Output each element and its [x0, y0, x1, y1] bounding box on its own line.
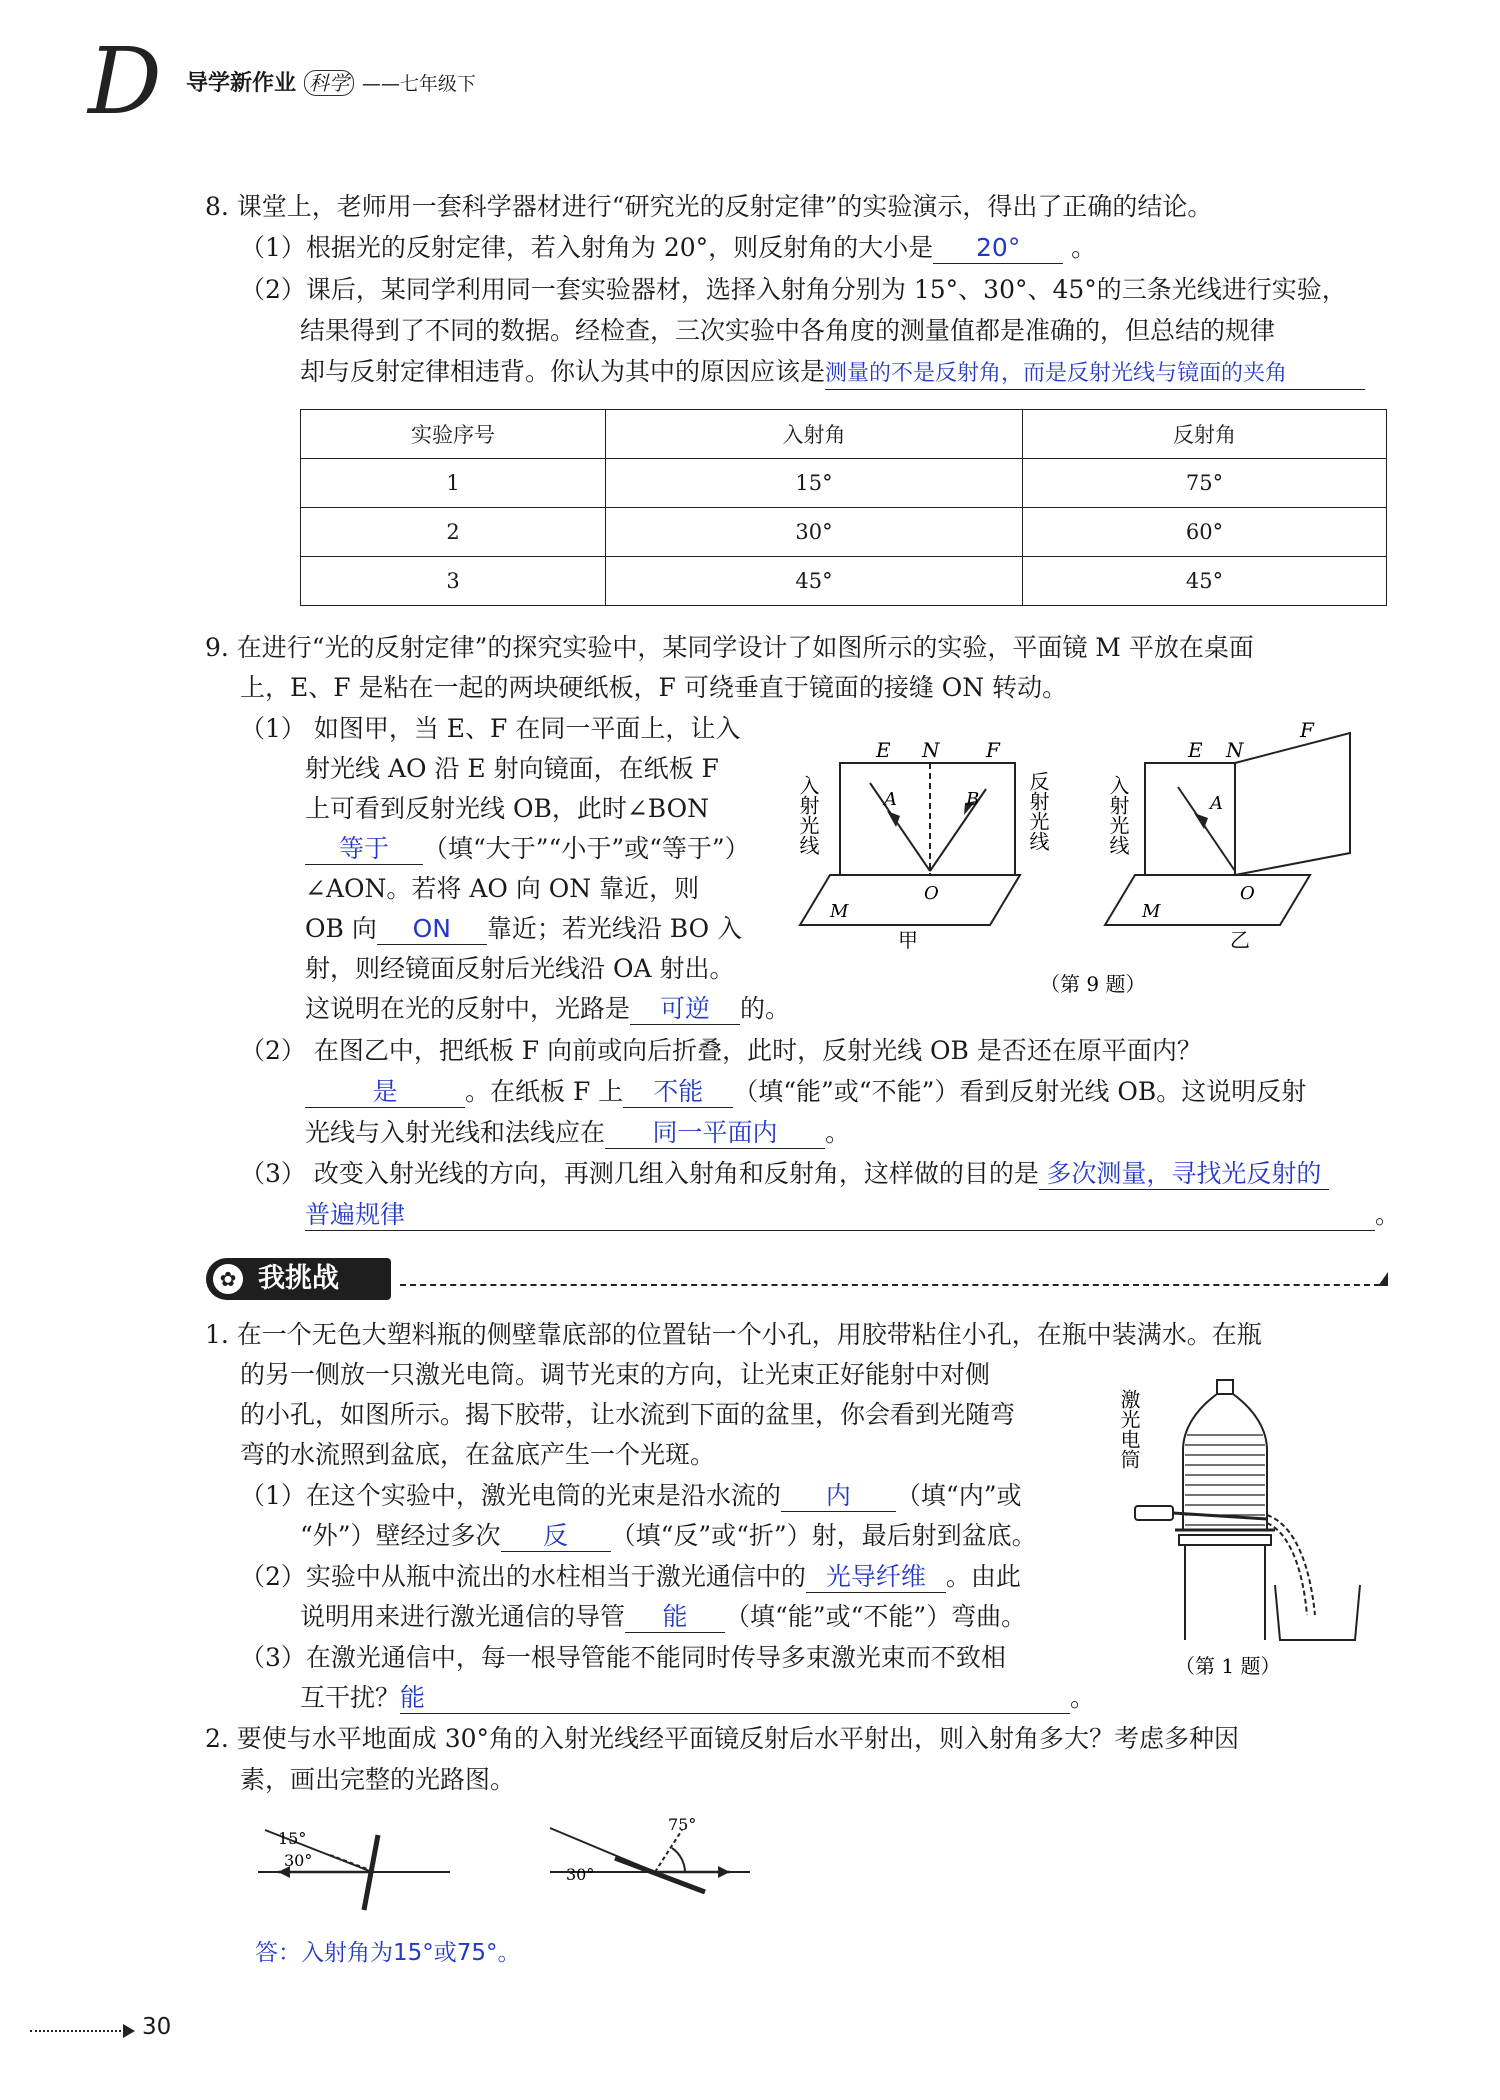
footer-arrowhead [123, 2024, 135, 2038]
challenge-q1-part3-answer: 能 [400, 1683, 426, 1712]
table-cell: 2 [301, 508, 606, 557]
q9-stem-line2: 上，E、F 是粘在一起的两块硬纸板，F 可绕垂直于镜面的接缝 ON 转动。 [240, 673, 1068, 702]
incident-ray-label: 入射光线 [796, 775, 820, 855]
challenge-q1-line2: 的另一侧放一只激光电筒。调节光束的方向，让光束正好能射中对侧 [240, 1360, 991, 1389]
reflected-ray-label: 反射光线 [1026, 771, 1050, 851]
figure-yi-label: 乙 [1230, 928, 1250, 952]
q8-part1-blank [933, 233, 1063, 264]
challenge-q1-part1-line2-after: （填“反”或“折”）射，最后射到盆底。 [610, 1521, 1037, 1550]
table-row [301, 557, 1387, 606]
q9-figure-caption: （第 9 题） [1040, 972, 1146, 996]
q9-part2-line3-before: 光线与入射光线和法线应在 [305, 1118, 606, 1147]
challenge-q1-part2-line2-before: 说明用来进行激光通信的导管 [300, 1602, 626, 1631]
fig-label-o: O [924, 883, 939, 904]
q9-part2-blank1 [305, 1077, 465, 1108]
challenge-q1-part3-line2 [300, 1681, 1095, 1715]
q9-stem-line1: 9. 在进行“光的反射定律”的探究实验中，某同学设计了如图所示的实验，平面镜 M 平放在桌面 [205, 633, 1254, 662]
q8-part1-text: （1）根据光的反射定律，若入射角为 20°，则反射角的大小是 [240, 233, 934, 262]
bottle-body [1183, 1394, 1267, 1530]
challenge-q1-part3-blank [400, 1683, 1070, 1714]
q9-part1-line4-text: （填“大于”“小于”或“等于”） [423, 834, 750, 863]
table-row [301, 508, 1387, 557]
challenge-q1-line3: 的小孔，如图所示。揭下胶带，让水流到下面的盆里，你会看到光随弯 [240, 1400, 1016, 1429]
footer-dotted-arrow [30, 2030, 125, 2032]
challenge-q1-part3-line1: （3）在激光通信中，每一根导管能不能同时传导多束激光束而不致相 [240, 1643, 1006, 1672]
challenge-q1-part1-answer1: 内 [825, 1481, 851, 1510]
table-cell: 1 [301, 459, 606, 508]
challenge-q1-figure-caption: （第 1 题） [1175, 1654, 1281, 1678]
q8-part1-end: 。 [1071, 233, 1097, 262]
table-row [301, 459, 1387, 508]
table-header-row [301, 410, 1387, 459]
angle-label: 30° [284, 1851, 313, 1870]
q9-part1-line2: 射光线 AO 沿 E 射向镜面，在纸板 F [305, 754, 719, 783]
normal-line [655, 1830, 682, 1872]
angle-label: 75° [668, 1815, 697, 1834]
challenge-q1-part1-blank2 [501, 1521, 611, 1552]
laser-flashlight [1135, 1506, 1173, 1520]
fig-label-o-yi: O [1240, 883, 1255, 904]
challenge-q1-part2-line1 [240, 1560, 1021, 1594]
q9-part1-line1: （1） 如图甲，当 E、F 在同一平面上，让入 [240, 714, 741, 743]
challenge-q1-line1: 1. 在一个无色大塑料瓶的侧壁靠底部的位置钻一个小孔，用胶带粘住小孔，在瓶中装满水。在瓶 [205, 1320, 1262, 1349]
q9-part2-blank2 [623, 1077, 733, 1108]
table-header: 实验序号 [301, 410, 606, 459]
incident-ray-yi [1178, 787, 1235, 871]
fig-label-m-yi: M [1142, 901, 1161, 922]
fig-label-f-yi: F [1300, 718, 1314, 742]
table-cell: 3 [301, 557, 606, 606]
table-cell: 75° [1023, 459, 1387, 508]
page-number: 30 [142, 2014, 172, 2040]
challenge-q2-answer: 答：入射角为15°或75°。 [255, 1940, 521, 1966]
fig-label-a-yi: A [1210, 793, 1223, 814]
challenge-q1-figure [1115, 1375, 1375, 1685]
challenge-q1-part1-after: （填“内”或 [895, 1481, 1022, 1510]
challenge-q1-part2-blank2 [625, 1602, 725, 1633]
challenge-banner [206, 1258, 391, 1300]
q9-part2-line3-after: 。 [825, 1118, 851, 1147]
mirror-plane-yi [1105, 875, 1310, 925]
table-cell: 45° [1023, 557, 1387, 606]
challenge-q1-part1-line1 [240, 1479, 1021, 1513]
fig-label-e: E [876, 738, 891, 762]
challenge-q1-part1-line2 [300, 1519, 1037, 1553]
q8-part2-line3-text: 却与反射定律相违背。你认为其中的原因应该是 [300, 357, 826, 386]
paperboard-e [1145, 763, 1235, 875]
q8-stem: 8. 课堂上，老师用一套科学器材进行“研究光的反射定律”的实验演示，得出了正确的结论。 [205, 192, 1213, 221]
paperboard-f-folded [1235, 733, 1350, 875]
challenge-q1-part3-before: 互干扰？ [300, 1683, 401, 1712]
q9-part1-line3: 上可看到反射光线 OB，此时∠BON [305, 794, 709, 823]
header-logo [88, 28, 198, 135]
angle-label: 15° [278, 1829, 307, 1848]
reflected-arrowhead [718, 1866, 730, 1878]
q9-part1-line6 [305, 912, 742, 946]
q9-part1-answer1: 等于 [338, 834, 389, 863]
challenge-q1-part2-answer1: 光导纤维 [825, 1562, 926, 1591]
q8-part2-line1: （2）课后，某同学利用同一套实验器材，选择入射角分别为 15°、30°、45°的三条光线进行实验， [240, 275, 1347, 304]
challenge-q1-part1-blank1 [781, 1481, 896, 1512]
q9-part2-answer2: 不能 [653, 1077, 704, 1106]
fig-label-m: M [830, 901, 849, 922]
header-grade: ——七年级下 [361, 73, 476, 95]
fig-label-n: N [922, 738, 940, 762]
q9-part1-blank1 [305, 834, 423, 865]
header-title-bar [186, 66, 476, 97]
q9-part3-line1 [240, 1157, 1329, 1191]
challenge-title: 我挑战 [258, 1263, 339, 1294]
q9-part1-line5: ∠AON。若将 AO 向 ON 靠近，则 [305, 874, 700, 903]
challenge-q1-part2-blank1 [806, 1562, 946, 1593]
challenge-q2-figure [250, 1810, 770, 1920]
q9-part3-line1-text: （3） 改变入射光线的方向，再测几组入射角和反射角，这样做的目的是 [240, 1159, 1039, 1188]
q9-part3-answer-a: 多次测量，寻找光反射的 [1046, 1159, 1322, 1188]
q9-part1-blank2 [377, 914, 487, 945]
q9-part1-line8 [305, 992, 790, 1026]
q8-part1 [240, 231, 1096, 265]
logo-letter: D [88, 28, 162, 135]
challenge-q2-line1: 2. 要使与水平地面成 30°角的入射光线经平面镜反射后水平射出，则入射角多大？考虑多种因 [205, 1724, 1240, 1753]
q9-part1-answer2: ON [412, 914, 452, 943]
challenge-q1-part3-end: 。 [1070, 1683, 1096, 1712]
q9-part1-answer3: 可逆 [660, 994, 711, 1023]
figure-jia-label: 甲 [898, 928, 918, 952]
incident-ray-label-yi: 入射光线 [1106, 775, 1130, 855]
table-cell: 15° [606, 459, 1023, 508]
fig-label-a: A [884, 789, 897, 810]
challenge-q1-part2-line2 [300, 1600, 1026, 1634]
fig-label-f: F [986, 738, 1000, 762]
normal-line [330, 1855, 375, 1872]
q9-part1-line7: 射，则经镜面反射后光线沿 OA 射出。 [305, 954, 735, 983]
challenge-q1-part1-line2-before: “外”）壁经过多次 [300, 1521, 501, 1550]
q8-data-table [300, 409, 1387, 606]
q9-part1-blank3 [630, 994, 740, 1025]
q9-part2-line2-mid: 。在纸板 F 上 [465, 1077, 624, 1106]
table-frame [1179, 1535, 1271, 1545]
q9-part3-blank-a [1039, 1159, 1329, 1190]
q8-part2-line2: 结果得到了不同的数据。经检查，三次实验中各角度的测量值都是准确的，但总结的规律 [300, 316, 1276, 345]
challenge-icon: ✿ [213, 1264, 243, 1294]
challenge-q1-part2-line2-after: （填“能”或“不能”）弯曲。 [725, 1602, 1027, 1631]
table-header: 入射角 [606, 410, 1023, 459]
q8-part2-line3 [300, 355, 1365, 390]
challenge-dashed-rule [400, 1284, 1380, 1286]
q8-part2-answer: 测量的不是反射角，而是反射光线与镜面的夹角 [825, 361, 1288, 386]
q9-part1-line6-before: OB 向 [305, 914, 377, 943]
challenge-rule-end [1378, 1272, 1388, 1286]
table-header: 反射角 [1023, 410, 1387, 459]
laser-flashlight-label: 激光电筒 [1117, 1389, 1141, 1469]
q9-part2-line3 [305, 1116, 850, 1150]
fig-label-e-yi: E [1188, 738, 1203, 762]
q9-part2-blank3 [605, 1118, 825, 1149]
q9-part1-line6-after: 靠近；若光线沿 BO 入 [486, 914, 743, 943]
q9-part2-line2 [305, 1075, 1306, 1109]
basin [1275, 1585, 1360, 1640]
laser-beam [1173, 1513, 1267, 1519]
challenge-q1-line4: 弯的水流照到盆底，在盆底产生一个光斑。 [240, 1440, 716, 1469]
q9-part3-line2 [305, 1198, 1400, 1232]
fig-label-b: B [966, 789, 980, 810]
challenge-q1-part2-after: 。由此 [945, 1562, 1021, 1591]
q9-part3-blank-b [305, 1200, 1375, 1231]
challenge-q1-part2-before: （2）实验中从瓶中流出的水柱相当于激光通信中的 [240, 1562, 806, 1591]
fig-label-n-yi: N [1226, 738, 1244, 762]
challenge-q2-line2: 素，画出完整的光路图。 [240, 1765, 516, 1794]
challenge-q1-part2-answer2: 能 [662, 1602, 688, 1631]
paperboard-ef [840, 763, 1015, 875]
q8-part1-answer: 20° [976, 233, 1021, 262]
angle-label: 30° [566, 1865, 595, 1884]
q9-part1-line8-after: 的。 [740, 994, 791, 1023]
angle-arc [672, 1848, 685, 1872]
q9-part1-line8-before: 这说明在光的反射中，光路是 [305, 994, 631, 1023]
table-cell: 60° [1023, 508, 1387, 557]
bottle-cap [1217, 1380, 1233, 1394]
q9-figure [790, 715, 1410, 1015]
challenge-q1-part1-before: （1）在这个实验中，激光电筒的光束是沿水流的 [240, 1481, 781, 1510]
water-stream [1267, 1523, 1307, 1615]
challenge-q1-part1-answer2: 反 [543, 1521, 569, 1550]
q9-part2-answer3: 同一平面内 [652, 1118, 778, 1147]
q9-part3-answer-b: 普遍规律 [305, 1200, 406, 1229]
table-cell: 30° [606, 508, 1023, 557]
q9-part1-line4 [305, 832, 750, 866]
q9-part2-line1: （2） 在图乙中，把纸板 F 向前或向后折叠，此时，反射光线 OB 是否还在原平面内？ [240, 1036, 1202, 1065]
q9-part3-end: 。 [1375, 1200, 1401, 1229]
q9-part2-line2-after: （填“能”或“不能”）看到反射光线 OB。这说明反射 [733, 1077, 1307, 1106]
incident-ray [870, 783, 930, 871]
bottle-water-hatching [1185, 1435, 1265, 1525]
header-title: 导学新作业 [186, 71, 297, 96]
q8-part2-blank [825, 357, 1365, 390]
q9-part2-answer1: 是 [372, 1077, 398, 1106]
header-subject: 科学 [304, 70, 354, 96]
table-cell: 45° [606, 557, 1023, 606]
